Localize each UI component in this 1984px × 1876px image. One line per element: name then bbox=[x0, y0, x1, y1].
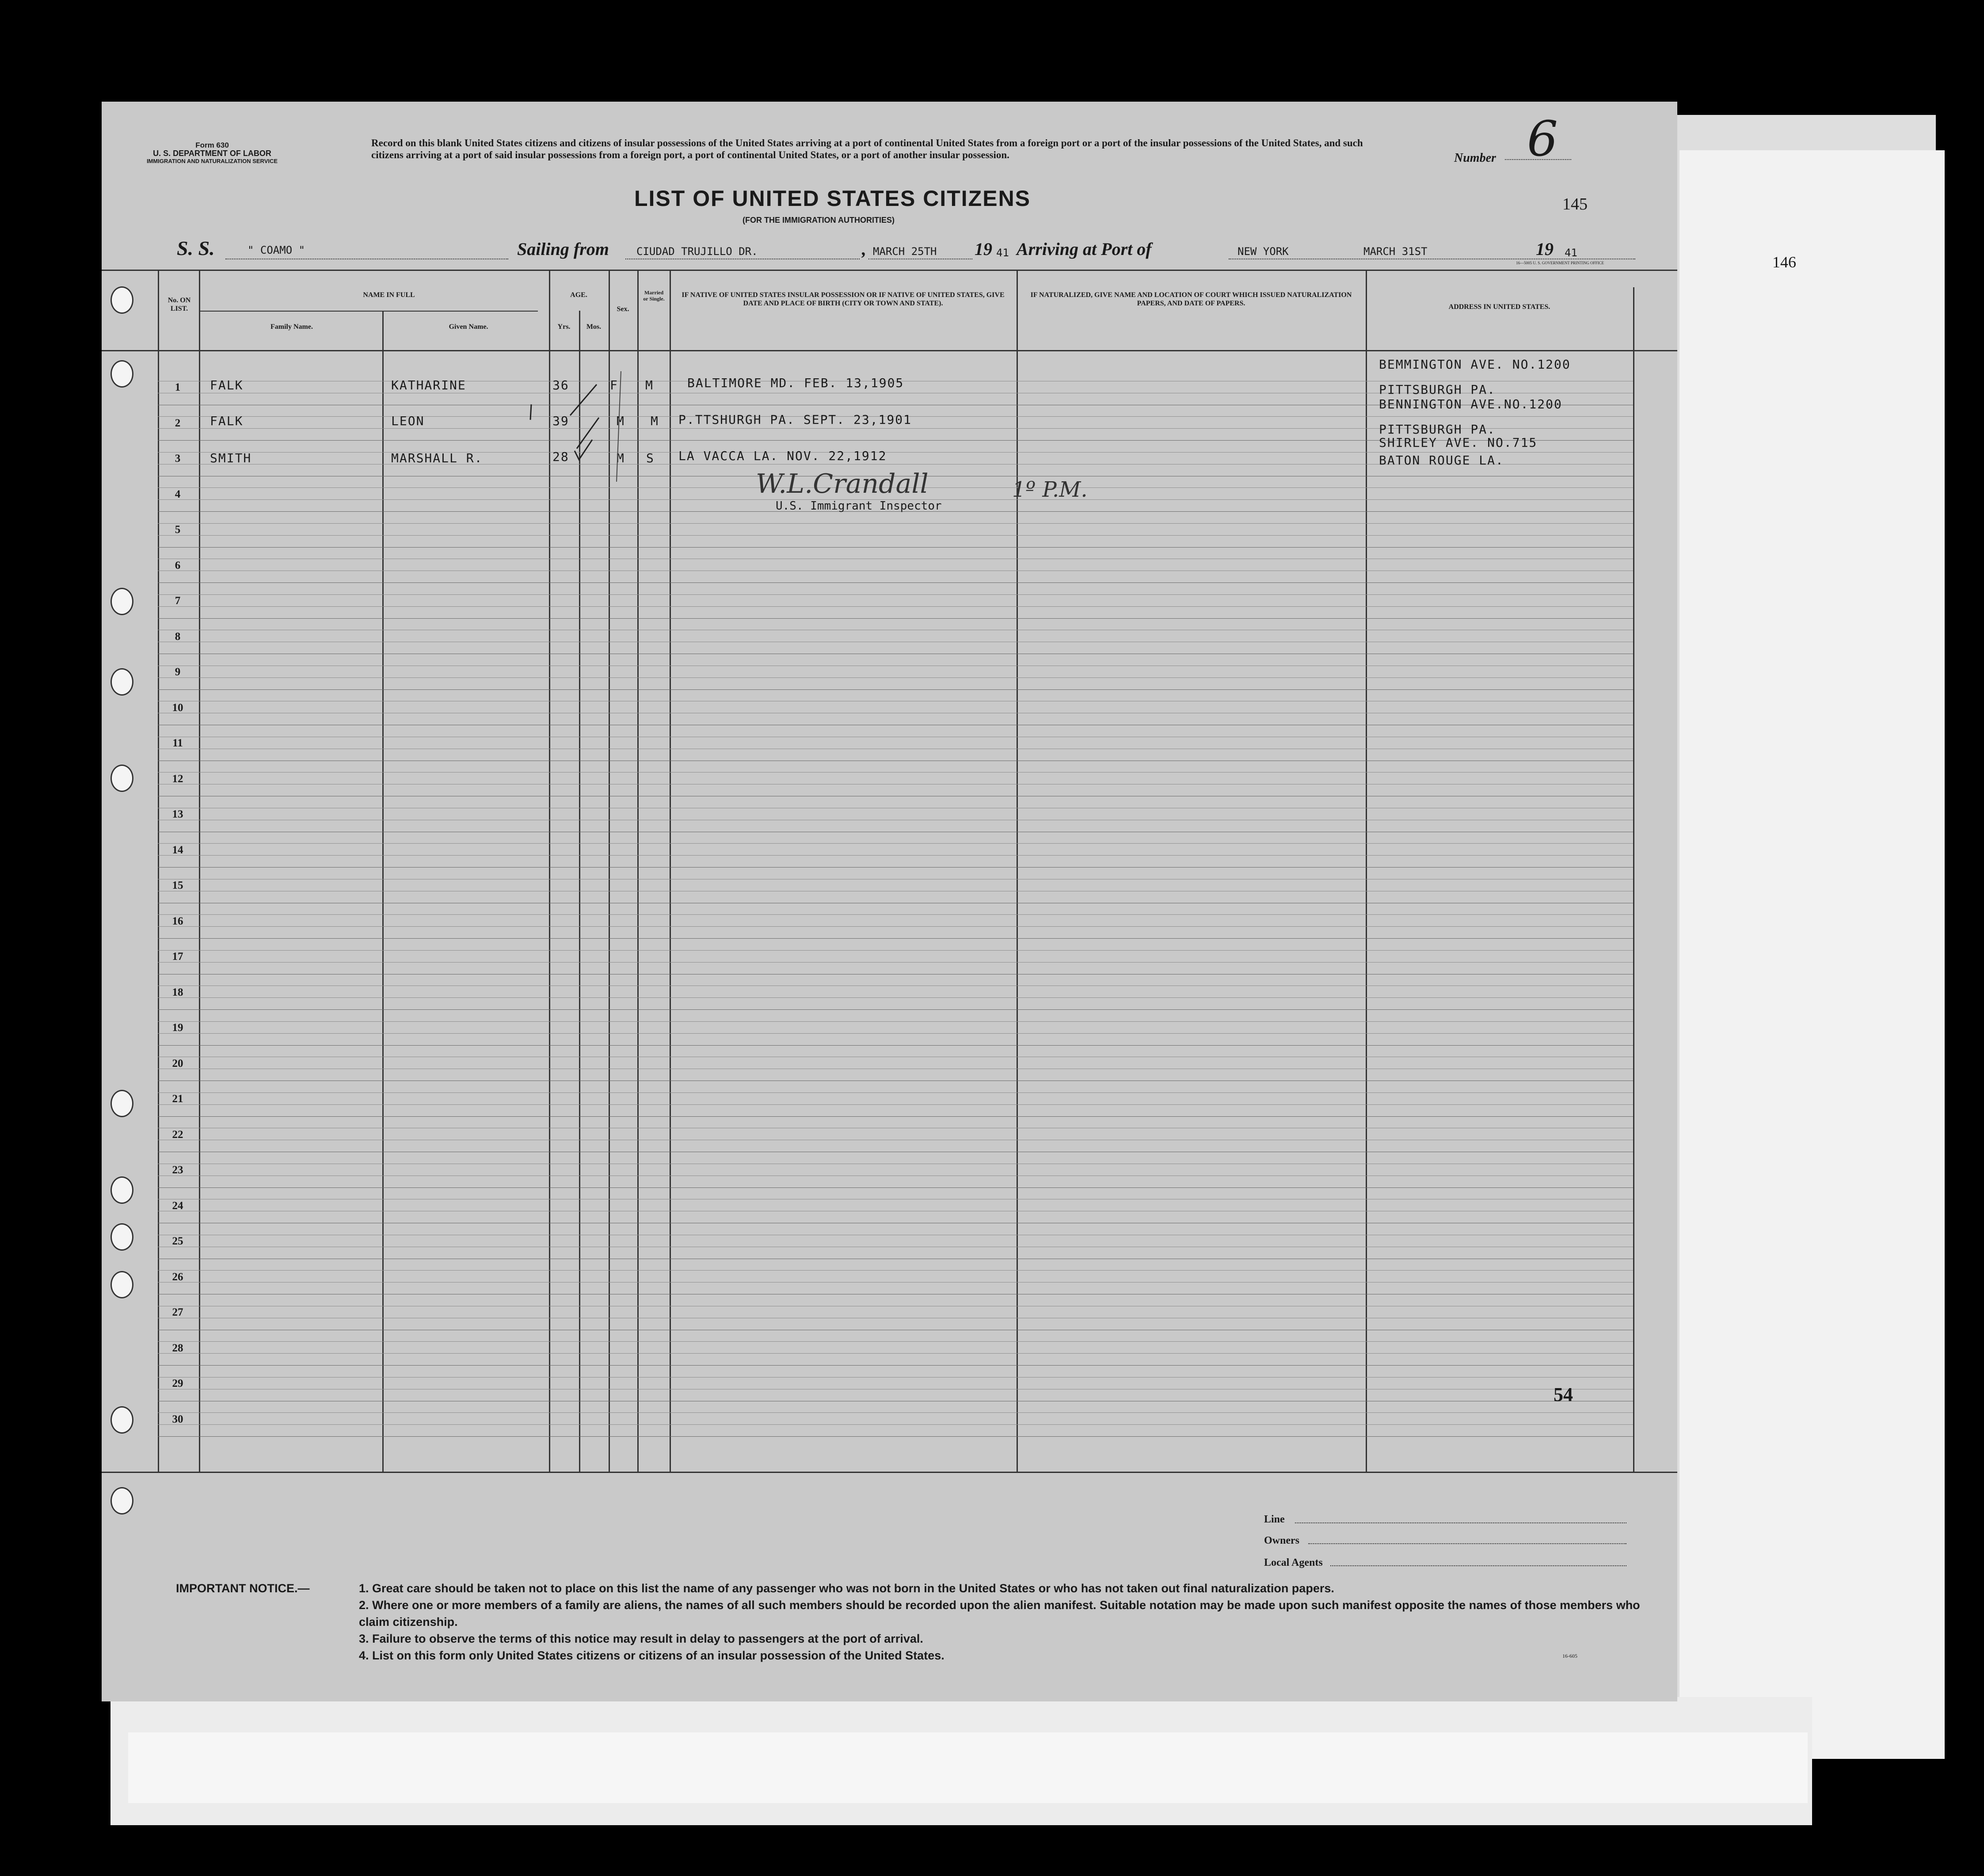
underlying-sheet-bottom-edge bbox=[128, 1732, 1808, 1803]
entry-given-name: KATHARINE bbox=[391, 378, 466, 392]
agents-label: Local Agents bbox=[1264, 1557, 1323, 1568]
col-header-birth: IF NATIVE OF UNITED STATES INSULAR POSSESSION OR IF NATIVE OF UNITED STATES, GIVE DATE AND PLACE OF BIRTH (CITY OR TOWN AND STATE). bbox=[682, 291, 1005, 307]
row-rule bbox=[158, 1377, 1633, 1378]
row-rule bbox=[158, 1009, 1633, 1010]
row-number: 10 bbox=[172, 701, 183, 714]
entry-sex: M bbox=[617, 451, 625, 465]
line-label: Line bbox=[1264, 1514, 1285, 1525]
row-rule bbox=[158, 914, 1633, 915]
row-number: 9 bbox=[175, 666, 181, 678]
row-rule bbox=[158, 1424, 1633, 1425]
record-instruction: Record on this blank United States citizens and citizens of insular possessions of the United States arriving at a port of continental United States from a foreign port or a port of the insular possessions of the United States, and such citizens arriving at a port of said insular possessions from a foreign port, a port of continental United States, or a port of another insular possession. bbox=[371, 137, 1363, 160]
entry-family-name: FALK bbox=[210, 414, 244, 428]
row-number: 30 bbox=[172, 1413, 183, 1425]
punch-hole bbox=[110, 1406, 133, 1434]
row-number: 3 bbox=[175, 453, 181, 464]
col-header-mos: Mos. bbox=[586, 323, 602, 331]
col-header-address: ADDRESS IN UNITED STATES. bbox=[1448, 303, 1550, 311]
row-rule bbox=[158, 1092, 1633, 1093]
row-number: 2 bbox=[175, 417, 181, 429]
row-rule bbox=[158, 1365, 1633, 1366]
row-number: 20 bbox=[172, 1057, 183, 1069]
entry-given-name: MARSHALL R. bbox=[391, 451, 483, 465]
entry-address-line1: BEMMINGTON AVE. NO.1200 bbox=[1379, 357, 1571, 372]
row-rule bbox=[158, 1187, 1633, 1188]
entry-family-name: FALK bbox=[210, 378, 244, 392]
row-rule bbox=[158, 1436, 1633, 1437]
row-rule bbox=[158, 855, 1633, 856]
underlying-sheet-edge bbox=[1679, 150, 1945, 1759]
row-rule bbox=[158, 950, 1633, 951]
entry-married: S bbox=[646, 451, 655, 465]
entry-birth: BALTIMORE MD. FEB. 13,1905 bbox=[687, 376, 904, 390]
tick-mark bbox=[530, 404, 531, 420]
entry-sex: M bbox=[617, 414, 625, 428]
entry-family-name: SMITH bbox=[210, 451, 252, 465]
entry-birth: P.TTSHURGH PA. SEPT. 23,1901 bbox=[678, 412, 912, 427]
row-rule bbox=[158, 547, 1633, 548]
table-top-rule bbox=[102, 270, 1677, 271]
sailing-label: Sailing from bbox=[517, 239, 609, 259]
row-number: 15 bbox=[172, 879, 183, 891]
check-stroke bbox=[577, 418, 599, 449]
row-number: 13 bbox=[172, 808, 183, 820]
col-header-yrs: Yrs. bbox=[557, 323, 571, 331]
page-subtitle: (FOR THE IMMIGRATION AUTHORITIES) bbox=[743, 216, 895, 225]
punch-hole bbox=[110, 1271, 133, 1298]
punch-hole bbox=[110, 360, 133, 388]
row-number: 4 bbox=[175, 488, 181, 500]
punch-hole bbox=[110, 1090, 133, 1117]
col-header-no: No. ON LIST. bbox=[168, 297, 191, 312]
printer-code: 16-605 bbox=[1562, 1653, 1577, 1659]
sailing-year: 41 bbox=[996, 247, 1009, 259]
notice-item-3: 3. Failure to observe the terms of this notice may result in delay to passengers at the port of arrival. bbox=[359, 1632, 923, 1645]
notice-heading: IMPORTANT NOTICE.— bbox=[176, 1582, 310, 1595]
row-number: 26 bbox=[172, 1271, 183, 1283]
row-number: 6 bbox=[175, 559, 181, 571]
manifest-page bbox=[102, 102, 1677, 1701]
row-rule bbox=[158, 867, 1633, 868]
row-number: 22 bbox=[172, 1128, 183, 1141]
row-rule bbox=[158, 962, 1633, 963]
row-rule bbox=[158, 843, 1633, 844]
row-number: 11 bbox=[172, 737, 183, 749]
row-number: 8 bbox=[175, 630, 181, 643]
sailing-date: MARCH 25TH bbox=[873, 245, 937, 258]
row-rule bbox=[158, 1045, 1633, 1046]
ship-name: " COAMO " bbox=[248, 244, 305, 256]
arrival-date: MARCH 31ST bbox=[1363, 245, 1428, 258]
row-rule bbox=[158, 594, 1633, 595]
col-rule bbox=[1017, 270, 1018, 1472]
col-header-given: Given Name. bbox=[449, 323, 488, 331]
punch-hole bbox=[110, 1176, 133, 1204]
notice-item-2: 2. Where one or more members of a family are aliens, the names of all such members should be recorded upon the alien manifest. Suitable notation may be made upon such manifest opposite the names of those members who claim citizenship. bbox=[359, 1598, 1640, 1629]
row-number: 29 bbox=[172, 1378, 183, 1389]
ss-label: S. S. bbox=[177, 237, 215, 259]
check-stroke bbox=[575, 440, 592, 460]
col-header-name: NAME IN FULL bbox=[363, 291, 415, 299]
row-number: 19 bbox=[172, 1022, 183, 1034]
row-number: 25 bbox=[172, 1235, 183, 1247]
number-value: 6 bbox=[1527, 110, 1558, 167]
page-title: LIST OF UNITED STATES CITIZENS bbox=[634, 186, 1031, 211]
col-rule bbox=[1366, 270, 1367, 1472]
entry-address-line1: BENNINGTON AVE.NO.1200 bbox=[1379, 397, 1562, 411]
row-rule bbox=[158, 535, 1633, 536]
col-header-married: Married or Single. bbox=[643, 289, 665, 302]
punch-hole bbox=[110, 286, 133, 314]
row-number: 28 bbox=[172, 1342, 183, 1354]
comma: , bbox=[862, 239, 866, 259]
notice-item-1: 1. Great care should be taken not to place on this list the name of any passenger who was not born in the United States or who has not taken out final naturalization papers. bbox=[359, 1582, 1334, 1595]
arrival-year: 41 bbox=[1565, 247, 1577, 259]
row-rule bbox=[158, 1341, 1633, 1342]
notice-item-4: 4. List on this form only United States citizens or citizens of an insular possession of the United States. bbox=[359, 1649, 944, 1662]
col-header-sex: Sex. bbox=[617, 305, 629, 313]
row-rule bbox=[158, 1033, 1633, 1034]
arrival-port: NEW YORK bbox=[1238, 245, 1289, 258]
row-number: 16 bbox=[172, 915, 183, 927]
service-name: IMMIGRATION AND NATURALIZATION SERVICE bbox=[146, 158, 278, 164]
name-subheader-rule bbox=[200, 311, 538, 312]
col-header-family: Family Name. bbox=[270, 323, 313, 331]
row-number: 1 bbox=[175, 381, 181, 393]
form-number: Form 630 bbox=[195, 141, 229, 149]
col-rule bbox=[637, 270, 639, 1472]
row-number: 7 bbox=[175, 595, 181, 607]
line-field bbox=[1295, 1522, 1626, 1523]
inspector-annotation: 1º P.M. bbox=[1012, 477, 1088, 502]
owners-label: Owners bbox=[1264, 1535, 1299, 1546]
printer-code-top: 16—5005 U. S. GOVERNMENT PRINTING OFFICE bbox=[1516, 261, 1604, 265]
punch-hole bbox=[110, 1487, 133, 1514]
department-block bbox=[146, 141, 278, 165]
arriving-label: Arriving at Port of bbox=[1017, 239, 1152, 259]
entry-birth: LA VACCA LA. NOV. 22,1912 bbox=[678, 449, 887, 463]
number-label: Number bbox=[1454, 151, 1496, 165]
arrival-year-prefix: 19 bbox=[1536, 239, 1554, 259]
row-number: 12 bbox=[172, 772, 183, 785]
row-number: 5 bbox=[175, 524, 181, 536]
row-number: 27 bbox=[172, 1306, 183, 1318]
next-page-stamp: 146 bbox=[1772, 253, 1796, 271]
table-header-rule bbox=[102, 350, 1677, 351]
col-rule bbox=[158, 270, 159, 1472]
punch-hole bbox=[110, 1223, 133, 1251]
row-number: 14 bbox=[172, 844, 183, 856]
punch-hole bbox=[110, 765, 133, 792]
row-rule bbox=[158, 1270, 1633, 1271]
inspector-title: U.S. Immigrant Inspector bbox=[776, 499, 942, 513]
check-stroke bbox=[617, 371, 621, 482]
row-number: 23 bbox=[172, 1164, 183, 1176]
row-rule bbox=[158, 1021, 1633, 1022]
row-number: 21 bbox=[172, 1093, 183, 1105]
table-bottom-rule bbox=[102, 1472, 1677, 1473]
col-rule bbox=[199, 270, 200, 1472]
row-rule bbox=[158, 582, 1633, 583]
row-number: 18 bbox=[172, 986, 183, 998]
owners-field bbox=[1308, 1543, 1626, 1544]
page-stamp: 145 bbox=[1562, 195, 1588, 213]
row-rule bbox=[158, 1412, 1633, 1413]
row-rule bbox=[158, 938, 1633, 939]
department-name: U. S. DEPARTMENT OF LABOR bbox=[153, 149, 271, 158]
entry-address-line2: PITTSBURGH PA. bbox=[1379, 422, 1496, 437]
inspector-signature: W.L.Crandall bbox=[756, 468, 929, 499]
row-number: 17 bbox=[172, 951, 183, 963]
col-header-age: AGE. bbox=[570, 291, 587, 299]
punch-hole bbox=[110, 668, 133, 696]
row-rule bbox=[158, 689, 1633, 690]
row-rule bbox=[158, 606, 1633, 607]
row-rule bbox=[158, 677, 1633, 678]
entry-sex: F bbox=[610, 378, 618, 392]
sailing-port: CIUDAD TRUJILLO DR. bbox=[636, 245, 758, 258]
entry-age-years: 36 bbox=[552, 378, 569, 392]
check-marks bbox=[526, 367, 628, 486]
entry-married: M bbox=[651, 414, 659, 428]
row-rule bbox=[158, 523, 1633, 524]
check-stroke bbox=[570, 384, 597, 415]
agents-field bbox=[1330, 1565, 1626, 1566]
col-rule bbox=[670, 270, 671, 1472]
entry-given-name: LEON bbox=[391, 414, 425, 428]
row-rule bbox=[158, 1353, 1633, 1354]
punch-hole bbox=[110, 588, 133, 615]
entry-age-years: 28 bbox=[552, 449, 569, 464]
entry-address-line2: PITTSBURGH PA. bbox=[1379, 382, 1496, 397]
entry-address-line2: BATON ROUGE LA. bbox=[1379, 453, 1504, 468]
row-rule bbox=[158, 997, 1633, 998]
row-rule bbox=[158, 452, 1633, 453]
sailing-year-prefix: 19 bbox=[975, 239, 992, 259]
col-rule bbox=[1633, 287, 1634, 1472]
entry-age-years: 39 bbox=[552, 414, 569, 428]
bottom-stamp: 54 bbox=[1554, 1384, 1573, 1405]
row-rule bbox=[158, 1104, 1633, 1105]
row-number: 24 bbox=[172, 1199, 183, 1212]
col-header-naturalized: IF NATURALIZED, GIVE NAME AND LOCATION OF COURT WHICH ISSUED NATURALIZATION PAPERS, AND DATE OF PAPERS. bbox=[1030, 291, 1352, 307]
row-rule bbox=[158, 1116, 1633, 1117]
row-rule bbox=[158, 926, 1633, 927]
entry-address-line1: SHIRLEY AVE. NO.715 bbox=[1379, 435, 1538, 450]
entry-married: M bbox=[645, 378, 654, 392]
row-rule bbox=[158, 618, 1633, 619]
